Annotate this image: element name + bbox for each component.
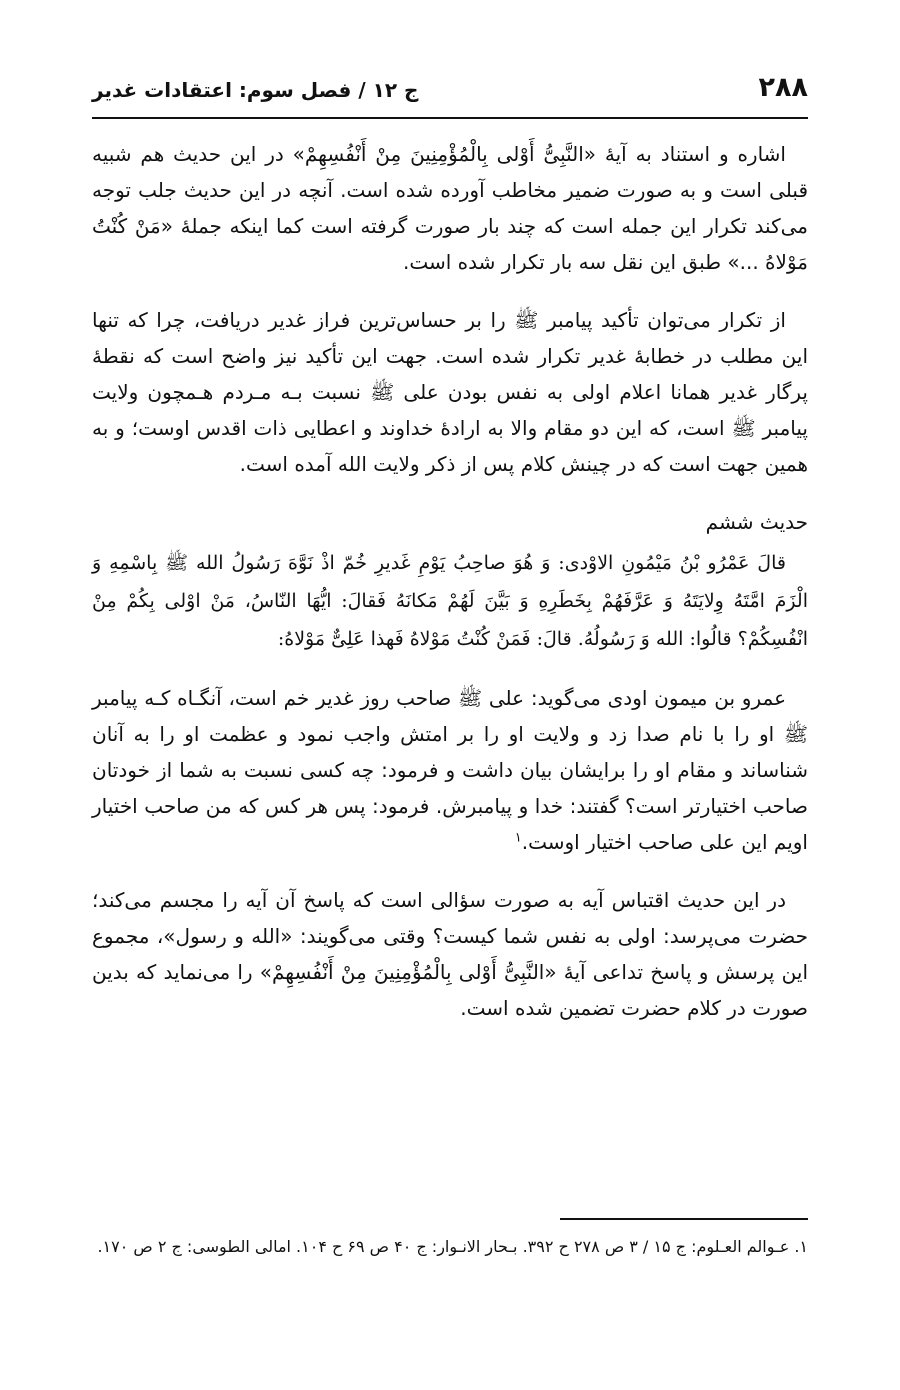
paragraph-1: اشاره و استناد به آیهٔ «النَّبِیُّ أَوْلی بِالْمُؤْمِنِینَ مِنْ أَنْفُسِهِمْ» در این حدیث هم شبیه قبلی است و به صورت ضمیر مخاطب آورده شده است. آنچه در این حدیث جلب توجه می‌کند تکرار این جمله است که چند بار صورت گرفته است کما اینکه جملهٔ «مَنْ کُنْتُ مَوْلاهُ ...» طبق این نقل سه بار تکرار شده است. [92,142,808,274]
arabic-hadith-text: قالَ عَمْرُو بْنُ مَیْمُونِ الاوْدی: وَ هُوَ صاحِبُ یَوْمِ غَدیرِ خُمّ اذْ نَوَّهَ رَسُولُ الله ﷺ بِاسْمِهِ وَ الْزَمَ امَّتَهُ وِلایَتَهُ وَ عَرَّفَهُمْ بِخَطَرِهِ وَ بَیَّنَ لَهُمْ مَکانَهُ فَقالَ: ایُّهَا النّاسُ، مَنْ اوْلی بِکُمْ مِنْ انْفُسِکُمْ؟ قالُوا: الله وَ رَسُولُهُ. قالَ: فَمَنْ کُنْتُ مَوْلاهُ فَهذا عَلِیٌّ مَوْلاهُ: [92,552,808,650]
paragraph-4: در این حدیث اقتباس آیه به صورت سؤالی است که پاسخ آن آیه را مجسم می‌کند؛ حضرت می‌پرسد: اولی به نفس شما کیست؟ وقتی می‌گویند: «الله و رسول»، مجموع این پرسش و پاسخ تداعی آیهٔ «النَّبِیُّ أَوْلی بِالْمُؤْمِنِینَ مِنْ أَنْفُسِهِمْ» را می‌نماید که بدین صورت در کلام حضرت تضمین شده است. [92,888,808,1020]
paragraph-3 [92,680,808,860]
footnote-reference: ۱ [514,830,522,846]
paragraph-2: از تکرار می‌توان تأکید پیامبر ﷺ را بر حساس‌ترین فراز غدیر دریافت، چرا که تنها این مطلب در خطابهٔ غدیر تکرار شده است. جهت این تأکید نیز واضح است که نقطهٔ پرگار غدیر همانا اعلام اولی به نفس بودن علی ﷺ نسبت بـه مـردم هـمچون ولایت پیامبر ﷺ است، که این دو مقام والا به ارادهٔ خداوند و اعطایی ذات اقدس اوست؛ و به همین جهت است که در چینش کلام پس از ذکر ولایت الله آمده است. [92,308,808,476]
running-header [92,72,808,112]
header-divider [92,117,808,119]
paragraph-3-text: عمرو بن میمون اودی می‌گوید: علی ﷺ صاحب روز غدیر خم است، آنگـاه کـه پیامبر ﷺ او را با نام صدا زد و ولایت او را بر امتش واجب نمود و عظمت او را به آنان شناساند و مقام او را برایشان بیان داشت و فرمود: چه کسی نسبت به شما از خودتان صاحب اختیارتر است؟ گفتند: خدا و پیامبرش. فرمود: پس هر کس که من صاحب اختیار اویم این علی صاحب اختیار اوست. [92,686,808,854]
main-text [92,136,808,1048]
footnote-divider [560,1218,808,1220]
section-heading: حدیث ششم [705,510,808,534]
page-number: ۲۸۸ [758,72,808,103]
chapter-title: ج ۱۲ / فصل سوم: اعتقادات غدیر [92,78,419,102]
footnote-1: ۱. عـوالم العـلوم: ج ۱۵ / ۳ ص ۲۷۸ ح ۳۹۲. بـحار الانـوار: ج ۴۰ ص ۶۹ ح ۱۰۴. امالی الطوسی: ج ۲ ص ۱۷۰. [97,1237,808,1256]
